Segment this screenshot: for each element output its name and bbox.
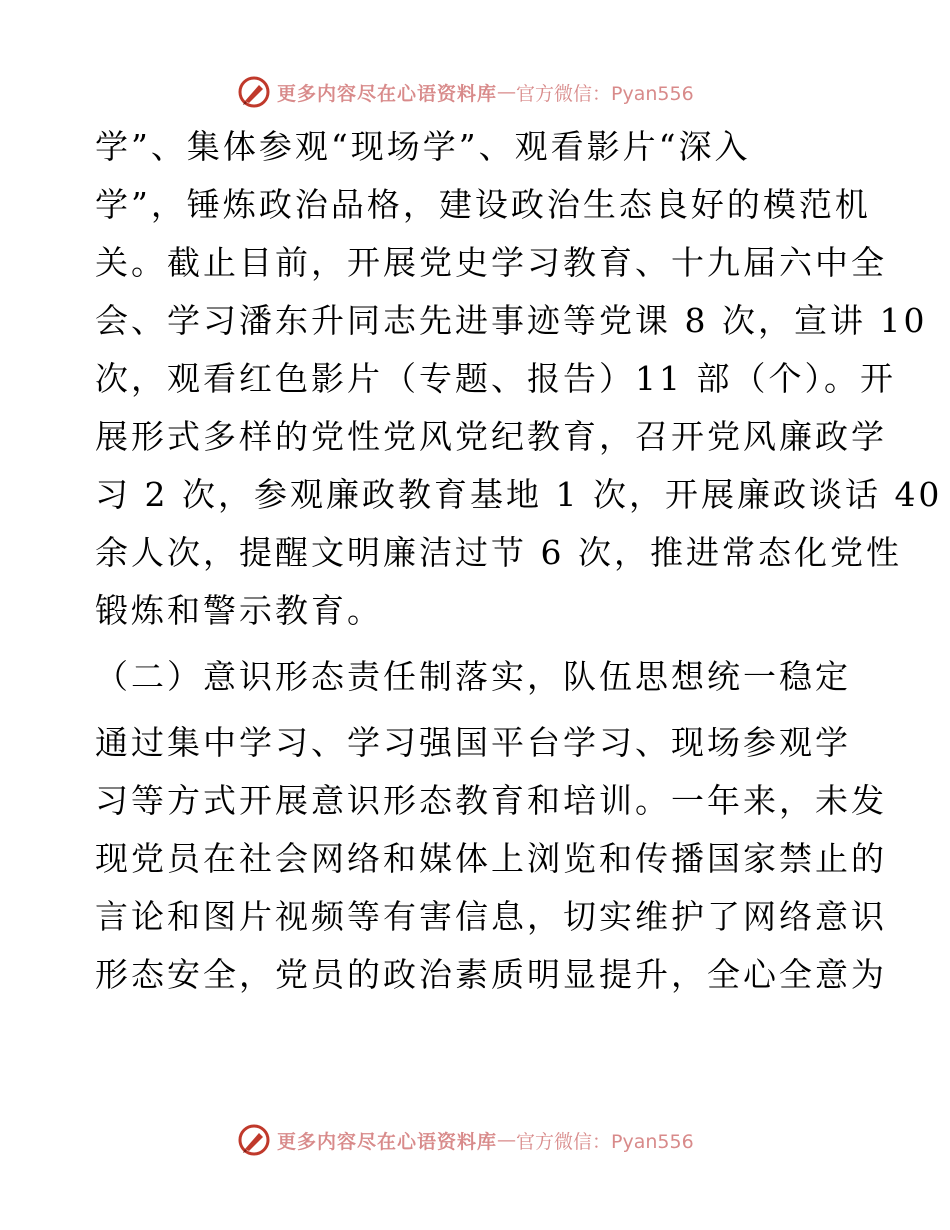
pen-logo-icon — [237, 75, 271, 109]
body-line: 余人次，提醒文明廉洁过节 6 次，推进常态化党性 — [95, 533, 902, 572]
body-line: 现党员在社会网络和媒体上浏览和传播国家禁止的 — [95, 839, 887, 878]
footer-banner — [237, 1120, 694, 1160]
body-line: 习等方式开展意识形态教育和培训。一年来，未发 — [95, 781, 887, 820]
body-line: 言论和图片视频等有害信息，切实维护了网络意识 — [95, 897, 887, 936]
body-line: 次，观看红色影片（专题、报告）11 部（个）。开 — [95, 359, 896, 398]
body-line: 展形式多样的党性党风党纪教育，召开党风廉政学 — [95, 417, 887, 456]
banner-title: 更多内容尽在心语资料库 — [277, 1130, 498, 1153]
banner-wechat: 官方微信：Pyan556 — [516, 82, 694, 105]
body-line: 会、学习潘东升同志先进事迹等党课 8 次，宣讲 10 — [95, 301, 928, 340]
body-line: 学”，锤炼政治品格，建设政治生态良好的模范机 — [95, 185, 871, 224]
body-line: 习 2 次，参观廉政教育基地 1 次，开展廉政谈话 40 — [95, 475, 943, 514]
banner-wechat: 官方微信：Pyan556 — [516, 1130, 694, 1153]
banner-separator: — — [497, 1129, 517, 1151]
body-line: 通过集中学习、学习强国平台学习、现场参观学 — [95, 723, 851, 762]
banner-separator: — — [497, 81, 517, 103]
document-body — [95, 124, 943, 1010]
header-banner — [237, 72, 694, 112]
pen-logo-icon — [237, 1123, 271, 1157]
body-line: 形态安全，党员的政治素质明显提升，全心全意为 — [95, 955, 887, 994]
body-line: 关。截止目前，开展党史学习教育、十九届六中全 — [95, 243, 887, 282]
body-line: 锻炼和警示教育。 — [95, 591, 383, 630]
banner-title: 更多内容尽在心语资料库 — [277, 82, 498, 105]
body-line: 学”、集体参观“现场学”、观看影片“深入 — [95, 127, 751, 166]
section-heading: （二）意识形态责任制落实，队伍思想统一稳定 — [95, 657, 851, 696]
